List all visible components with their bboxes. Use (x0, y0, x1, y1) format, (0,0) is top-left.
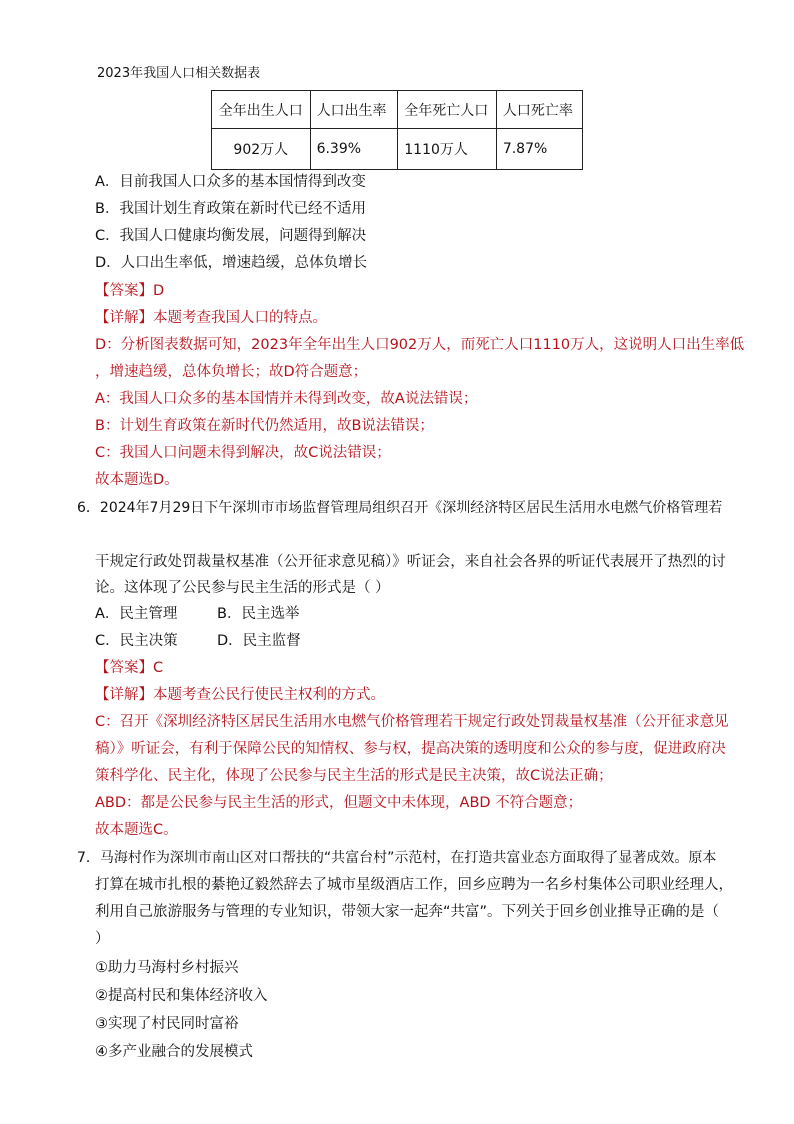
q5-analysis-line: 【详解】本题考查我国人口的特点。 (95, 310, 327, 326)
q7-item: ④多产业融合的发展模式 (95, 1044, 253, 1060)
q6-option-b: B．民主选举 (217, 606, 300, 622)
q5-analysis-line: B：计划生育政策在新时代仍然适用，故B说法错误； (95, 418, 434, 434)
q7-item: ②提高村民和集体经济收入 (95, 988, 268, 1004)
table-cell: 7.87% (496, 129, 582, 170)
q5-option-c: C．我国人口健康均衡发展，问题得到解决 (95, 228, 367, 244)
q5-analysis-line: ，增速趋缓，总体负增长；故D符合题意； (95, 364, 368, 380)
table-header-cell: 全年死亡人口 (398, 91, 497, 129)
q5-option-d: D．人口出生率低，增速趋缓，总体负增长 (95, 255, 368, 271)
q7-stem-line: ） (95, 931, 110, 947)
q7-stem-line: 利用自己旅游服务与管理的专业知识，带领大家一起奔“共富”。下列关于回乡创业推导正确的是（ (95, 904, 720, 920)
table-header-cell: 人口死亡率 (496, 91, 582, 129)
q5-analysis-line: C：我国人口问题未得到解决，故C说法错误； (95, 445, 391, 461)
table-row (212, 129, 583, 170)
table-cell: 902万人 (212, 129, 311, 170)
table-title: 2023年我国人口相关数据表 (97, 66, 261, 81)
q6-analysis-line: 【详解】本题考查公民行使民主权利的方式。 (95, 687, 385, 703)
table-header-cell: 全年出生人口 (212, 91, 311, 129)
q6-analysis-line: C：召开《深圳经济特区居民生活用水电燃气价格管理若干规定行政处罚裁量权基准（公开征求意见 (95, 714, 729, 730)
q5-option-a: A．目前我国人口众多的基本国情得到改变 (95, 174, 366, 190)
q6-stem-line: 干规定行政处罚裁量权基准（公开征求意见稿）》听证会，来自社会各界的听证代表展开了热烈的讨 (95, 554, 726, 570)
q6-option-a: A．民主管理 (95, 606, 178, 622)
q7-item: ①助力马海村乡村振兴 (95, 960, 239, 976)
q5-answer: 【答案】D (95, 283, 165, 299)
q5-analysis-line: D：分析图表数据可知，2023年全年出生人口902万人，而死亡人口1110万人，这说明人口出生率低 (95, 337, 745, 353)
q5-option-b: B．我国计划生育政策在新时代已经不适用 (95, 201, 366, 217)
population-data-table (211, 90, 583, 170)
table-cell: 6.39% (310, 129, 398, 170)
table-cell: 1110万人 (398, 129, 497, 170)
q6-analysis-line: 策科学化、民主化，体现了公民参与民主生活的形式是民主决策，故C说法正确； (95, 768, 613, 784)
q6-stem-line: 论。这体现了公民参与民主生活的形式是（ ） (95, 580, 390, 596)
q6-option-c: C．民主决策 (95, 633, 178, 649)
q7-stem-line: 打算在城市扎根的綦艳辽毅然辞去了城市星级酒店工作，回乡应聘为一名乡村集体公司职业经理人， (95, 877, 733, 893)
q5-analysis-line: 故本题选D。 (95, 472, 179, 488)
table-header-cell: 人口出生率 (310, 91, 398, 129)
q5-analysis-line: A：我国人口众多的基本国情并未得到改变，故A说法错误； (95, 391, 478, 407)
q6-option-d: D．民主监督 (217, 633, 301, 649)
q7-item: ③实现了村民同时富裕 (95, 1016, 239, 1032)
q6-answer: 【答案】C (95, 660, 164, 676)
q6-analysis-line: 稿）》听证会，有利于保障公民的知情权、参与权，提高决策的透明度和公众的参与度，促进政府决 (95, 741, 726, 757)
q6-analysis-line: ABD：都是公民参与民主生活的形式，但题文中未体现，ABD 不符合题意； (95, 795, 583, 811)
q6-stem-line: 6．2024年7月29日下午深圳市市场监督管理局组织召开《深圳经济特区居民生活用水电燃气价格管理若 (77, 500, 723, 516)
q7-stem-line: 7．马海村作为深圳市南山区对口帮扶的“共富台村”示范村，在打造共富业态方面取得了显著成效。原本 (77, 850, 717, 866)
table-header-row (212, 91, 583, 129)
q6-analysis-line: 故本题选C。 (95, 822, 178, 838)
